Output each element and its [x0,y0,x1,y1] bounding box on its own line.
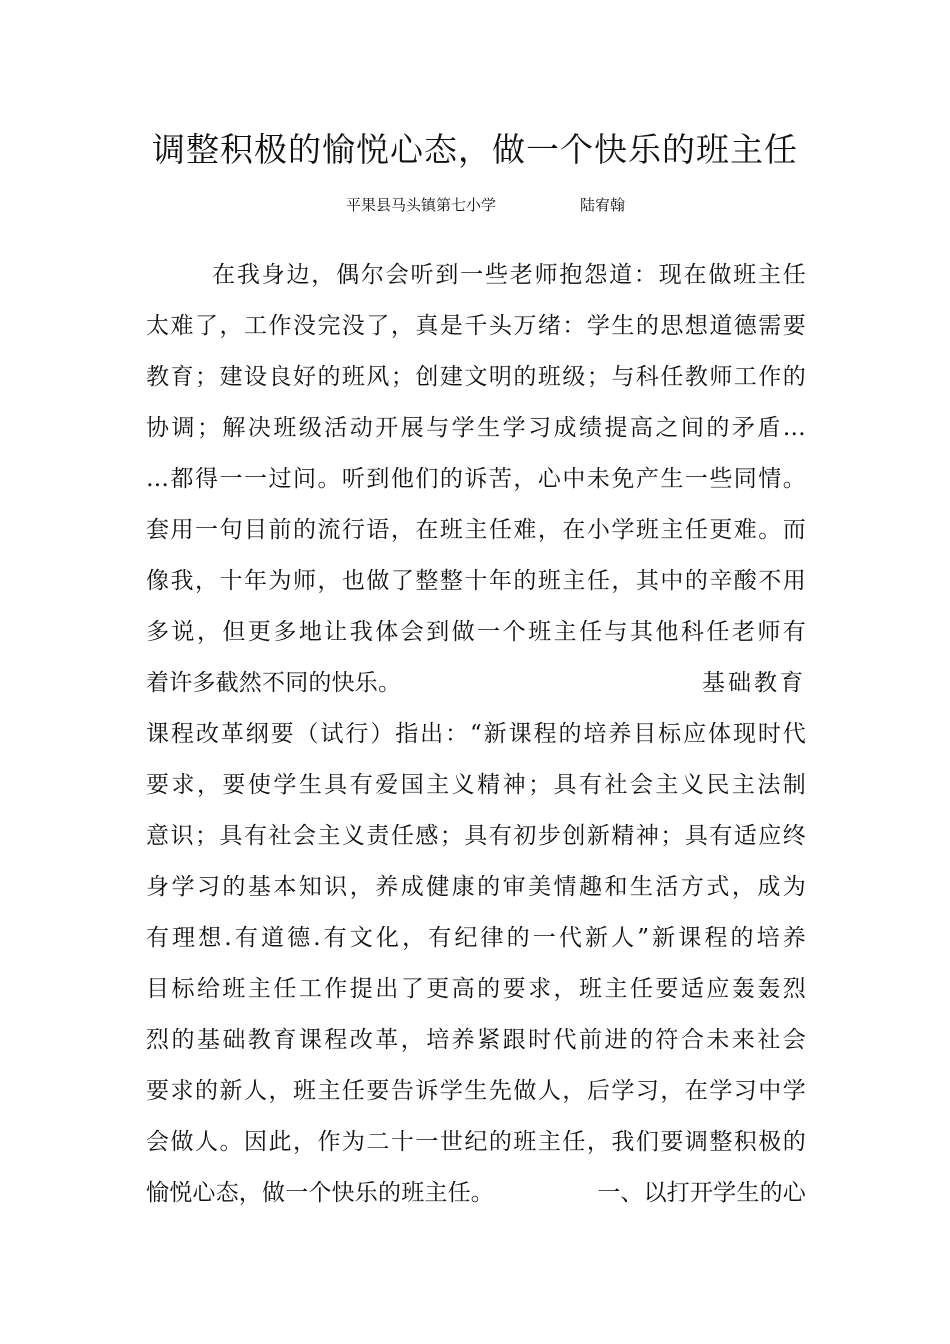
byline [0,190,950,220]
text-line: 有理想.有道德.有文化，有纪律的一代新人”新课程的培养 [146,925,806,951]
text-line: 课程改革纲要（试行）指出：“新课程的培养目标应体现时代 [146,721,806,747]
text-line: 目标给班主任工作提出了更高的要求，班主任要适应轰轰烈 [146,976,806,1002]
school-name: 平果县马头镇第七小学 [346,196,497,214]
text-line: 烈的基础教育课程改革，培养紧跟时代前进的符合未来社会 [146,1027,806,1053]
text-line: 要求，要使学生具有爱国主义精神；具有社会主义民主法制 [146,772,806,798]
text-line: 套用一句目前的流行语，在班主任难，在小学班主任更难。而 [146,517,806,543]
text-segment: 着许多截然不同的快乐。 [146,670,402,696]
text-line: 多说，但更多地让我体会到做一个班主任与其他科任老师有 [146,619,806,645]
body-text [146,250,806,1219]
author-name: 陆宥翰 [580,196,626,214]
text-line [146,658,806,709]
text-line: 教育；建设良好的班风；创建文明的班级；与科任教师工作的 [146,364,806,390]
text-line: 协调；解决班级活动开展与学生学习成绩提高之间的矛盾… [146,415,806,441]
text-line [146,1168,806,1219]
text-line: 在我身边，偶尔会听到一些老师抱怨道：现在做班主任 [212,262,806,288]
text-line: 像我，十年为师，也做了整整十年的班主任，其中的辛酸不用 [146,568,806,594]
text-segment: 愉悦心态，做一个快乐的班主任。 [146,1180,494,1206]
text-line: 要求的新人，班主任要告诉学生先做人，后学习，在学习中学 [146,1078,806,1104]
section-heading-start: 一、以打开学生的心 [597,1180,806,1206]
text-line: 太难了，工作没完没了，真是千头万绪：学生的思想道德需要 [146,313,806,339]
text-line: 会做人。因此，作为二十一世纪的班主任，我们要调整积极的 [146,1129,806,1155]
document-title: 调整积极的愉悦心态，做一个快乐的班主任 [152,130,798,169]
text-line: 身学习的基本知识，养成健康的审美情趣和生活方式，成为 [146,874,806,900]
text-segment: 基础教育 [702,670,806,696]
text-line: 意识；具有社会主义责任感；具有初步创新精神；具有适应终 [146,823,806,849]
text-line: …都得一一过问。听到他们的诉苦，心中未免产生一些同情。 [146,466,806,492]
